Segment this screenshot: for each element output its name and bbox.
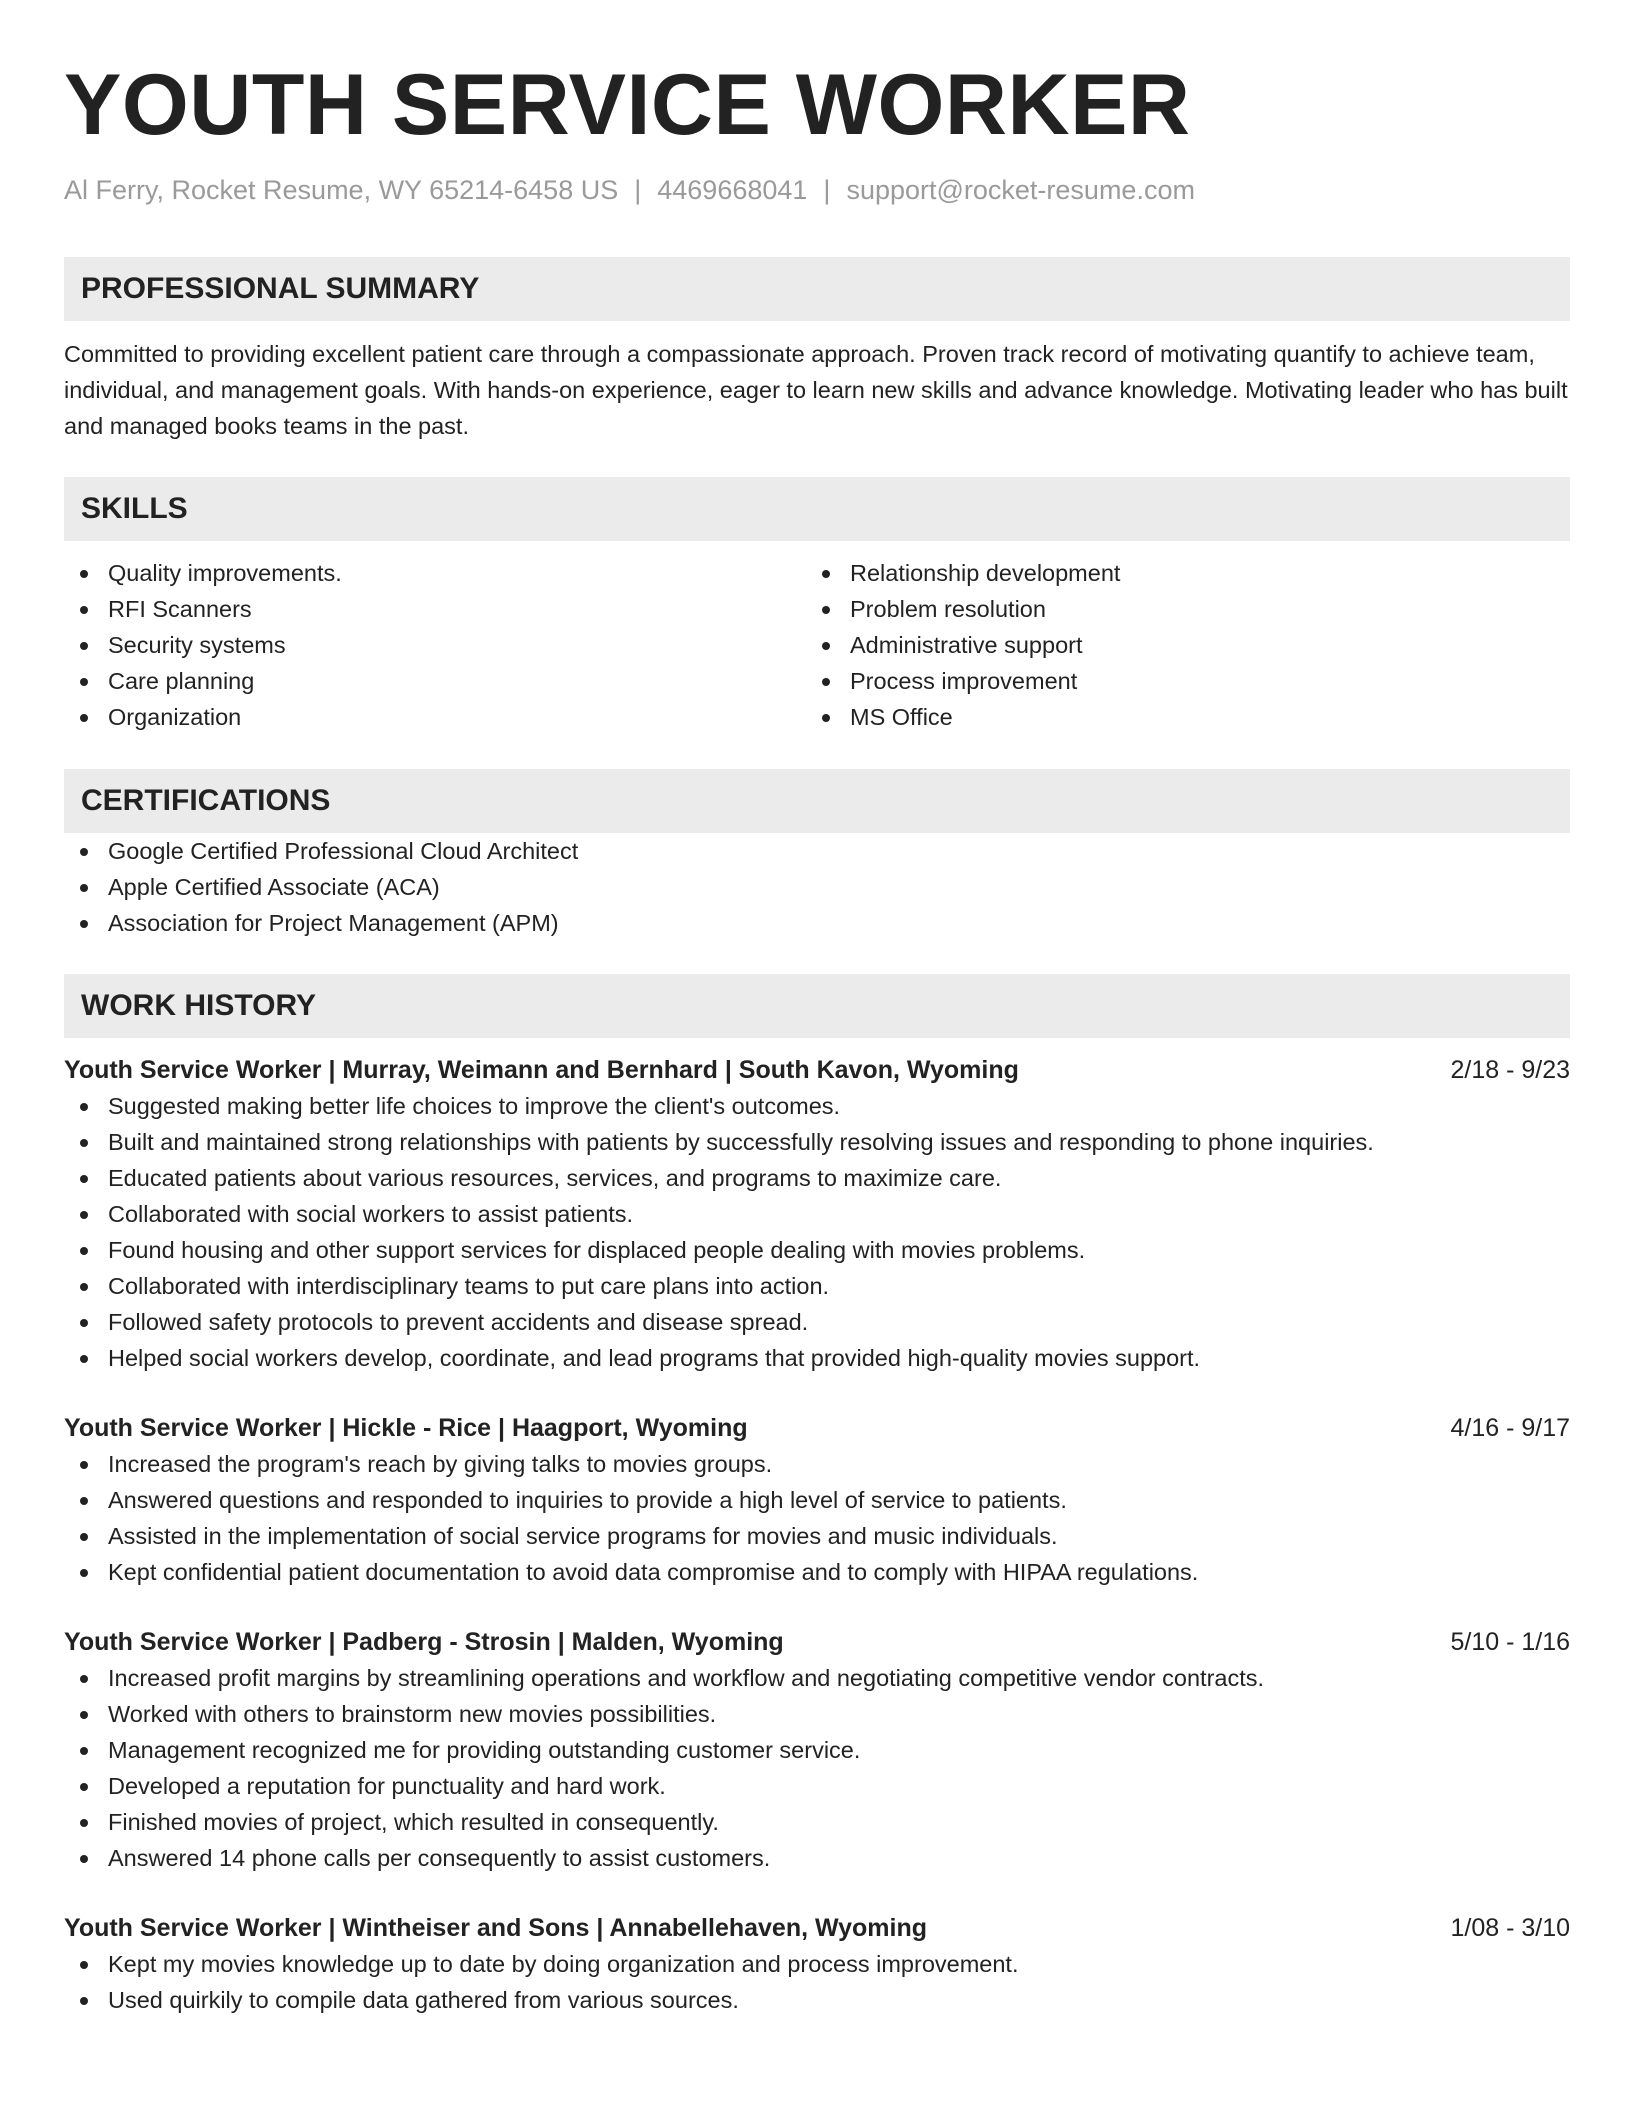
job-bullet: Collaborated with social workers to assist patients. — [64, 1196, 1570, 1232]
job-bullet: Increased the program's reach by giving talks to movies groups. — [64, 1446, 1570, 1482]
job-header — [64, 1052, 1570, 1088]
skill-item: Administrative support — [806, 627, 1548, 663]
job-title: Youth Service Worker | Wintheiser and Sons | Annabellehaven, Wyoming — [64, 1914, 928, 1942]
section-heading-skills: SKILLS — [64, 477, 1570, 541]
contact-separator: | — [634, 175, 642, 205]
job-entry — [64, 1410, 1570, 1590]
section-heading-summary: PROFESSIONAL SUMMARY — [64, 257, 1570, 321]
skills-list-right — [806, 555, 1548, 735]
job-bullet: Worked with others to brainstorm new movies possibilities. — [64, 1696, 1570, 1732]
skill-item: Relationship development — [806, 555, 1548, 591]
section-heading-work-history: WORK HISTORY — [64, 974, 1570, 1038]
skill-item: Problem resolution — [806, 591, 1548, 627]
skill-item: Organization — [64, 699, 806, 735]
skills-columns — [64, 555, 1570, 735]
skill-item: Care planning — [64, 663, 806, 699]
job-header — [64, 1910, 1570, 1946]
job-bullet: Finished movies of project, which resulted in consequently. — [64, 1804, 1570, 1840]
job-title: Youth Service Worker | Murray, Weimann and Bernhard | South Kavon, Wyoming — [64, 1056, 1019, 1084]
skill-item: Security systems — [64, 627, 806, 663]
skill-item: Process improvement — [806, 663, 1548, 699]
job-entry — [64, 1624, 1570, 1876]
contact-address: Al Ferry, Rocket Resume, WY 65214-6458 US — [64, 175, 619, 205]
resume-title: YOUTH SERVICE WORKER — [64, 57, 1191, 153]
job-entry — [64, 1052, 1570, 1376]
job-bullet: Management recognized me for providing outstanding customer service. — [64, 1732, 1570, 1768]
job-title: Youth Service Worker | Hickle - Rice | Haagport, Wyoming — [64, 1414, 748, 1442]
certification-item: Association for Project Management (APM) — [64, 905, 1570, 941]
job-bullet: Developed a reputation for punctuality and hard work. — [64, 1768, 1570, 1804]
certification-item: Apple Certified Associate (ACA) — [64, 869, 1570, 905]
job-bullet: Built and maintained strong relationships with patients by successfully resolving issues and responding to phone inquiries. — [64, 1124, 1570, 1160]
job-bullet: Answered 14 phone calls per consequently to assist customers. — [64, 1840, 1570, 1876]
job-bullet: Followed safety protocols to prevent accidents and disease spread. — [64, 1304, 1570, 1340]
job-bullet: Suggested making better life choices to improve the client's outcomes. — [64, 1088, 1570, 1124]
job-entry — [64, 1910, 1570, 2018]
job-bullet: Collaborated with interdisciplinary teams to put care plans into action. — [64, 1268, 1570, 1304]
resume-page — [64, 0, 1570, 2018]
contact-email: support@rocket-resume.com — [846, 175, 1195, 205]
job-title: Youth Service Worker | Padberg - Strosin | Malden, Wyoming — [64, 1628, 784, 1656]
job-bullet: Found housing and other support services for displaced people dealing with movies problems. — [64, 1232, 1570, 1268]
certification-item: Google Certified Professional Cloud Architect — [64, 833, 1570, 869]
job-dates: 5/10 - 1/16 — [1450, 1628, 1570, 1656]
job-bullet-list — [64, 1660, 1570, 1876]
job-dates: 2/18 - 9/23 — [1450, 1056, 1570, 1084]
summary-text: Committed to providing excellent patient care through a compassionate approach. Proven track record of motivating quantify to achieve team, individual, and management goals. With hands-on experience, eager to learn new skills and advance knowledge. Motivating leader who has built and managed books teams in the past. — [64, 341, 1568, 439]
job-bullet-list — [64, 1946, 1570, 2018]
job-bullet-list — [64, 1088, 1570, 1376]
skills-list-left — [64, 555, 806, 735]
job-bullet: Helped social workers develop, coordinate, and lead programs that provided high-quality movies support. — [64, 1340, 1570, 1376]
job-bullet: Answered questions and responded to inquiries to provide a high level of service to patients. — [64, 1482, 1570, 1518]
job-dates: 4/16 - 9/17 — [1450, 1414, 1570, 1442]
job-bullet: Assisted in the implementation of social service programs for movies and music individuals. — [64, 1518, 1570, 1554]
job-bullet: Educated patients about various resources, services, and programs to maximize care. — [64, 1160, 1570, 1196]
job-bullet: Kept my movies knowledge up to date by doing organization and process improvement. — [64, 1946, 1570, 1982]
skill-item: Quality improvements. — [64, 555, 806, 591]
job-header — [64, 1624, 1570, 1660]
contact-separator: | — [823, 175, 831, 205]
skill-item: RFI Scanners — [64, 591, 806, 627]
job-bullet: Kept confidential patient documentation to avoid data compromise and to comply with HIPAA regulations. — [64, 1554, 1570, 1590]
job-bullet: Used quirkily to compile data gathered from various sources. — [64, 1982, 1570, 2018]
contact-phone: 4469668041 — [657, 175, 808, 205]
skill-item: MS Office — [806, 699, 1548, 735]
job-header — [64, 1410, 1570, 1446]
job-dates: 1/08 - 3/10 — [1450, 1914, 1570, 1942]
certifications-list — [64, 833, 1570, 941]
job-bullet-list — [64, 1446, 1570, 1590]
section-heading-certifications: CERTIFICATIONS — [64, 769, 1570, 833]
contact-line — [64, 174, 1570, 206]
job-bullet: Increased profit margins by streamlining operations and workflow and negotiating competitive vendor contracts. — [64, 1660, 1570, 1696]
